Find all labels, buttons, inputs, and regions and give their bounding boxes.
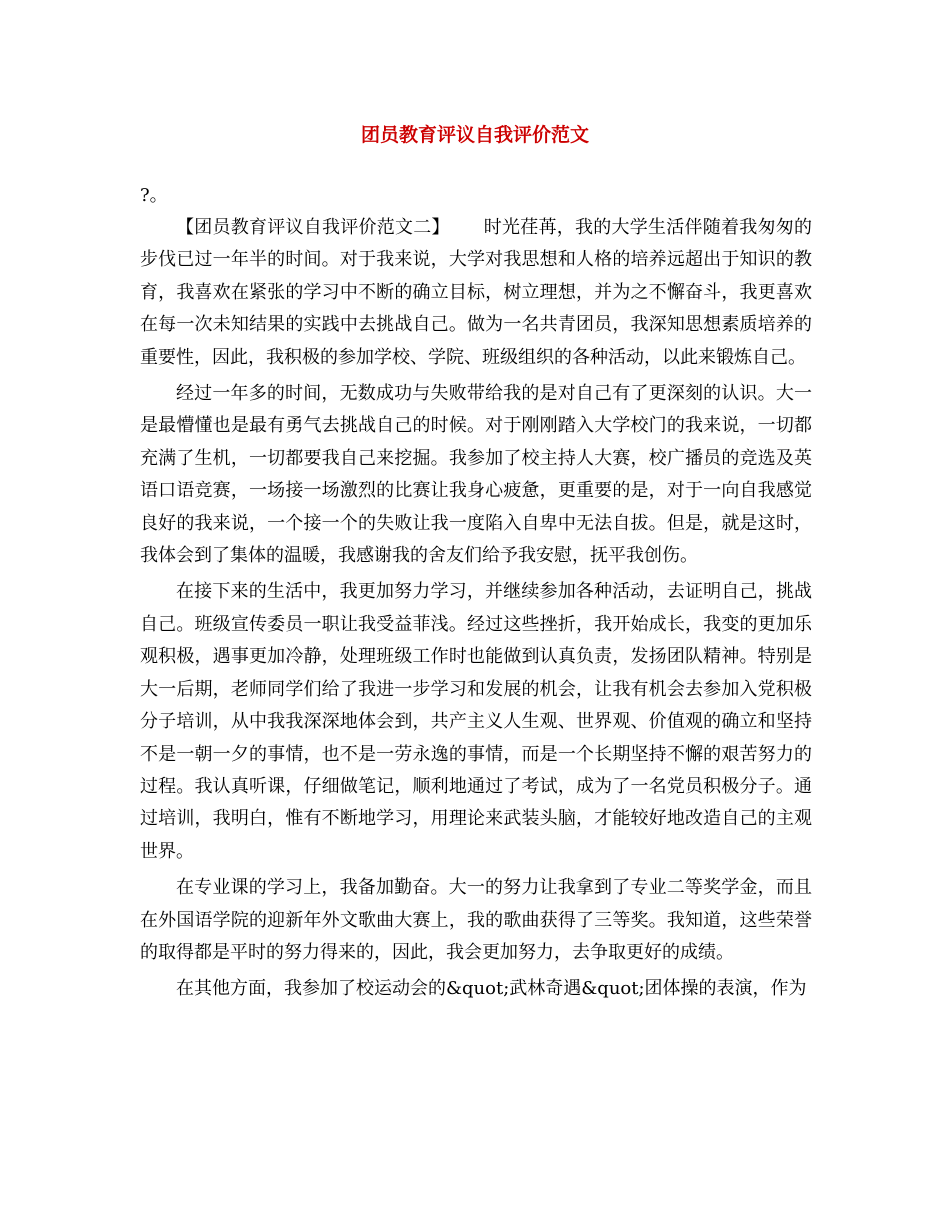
paragraph-5: 在其他方面，我参加了校运动会的&quot;武林奇遇&quot;团体操的表演，作为 [176,978,807,1000]
intro-mark: ?。 [140,185,168,206]
section-tag: 【团员教育评议自我评价范文二】 [176,217,450,238]
paragraph-3: 在接下来的生活中，我更加努力学习，并继续参加各种活动，去证明自己，挑战自己。班级宣传委员一职让我受益菲浅。经过这些挫折，我开始成长，我变的更加乐观积极，遇事更加冷静，处理班级工作时也能做到认真负责，发扬团队精神。特别是大一后期，老师同学们给了我进一步学习和发展的机会，让我有机会去参加入党积极分子培训，从中我我深深地体会到，共产主义人生观、世界观、价值观的确立和坚持不是一朝一夕的事情，也不是一劳永逸的事情，而是一个长期坚持不懈的艰苦努力的过程。我认真听课，仔细做笔记，顺利地通过了考试，成为了一名党员积极分子。通过培训，我明白，惟有不断地学习，用理论来武装头脑，才能较好地改造自己的主观世界。 [140,581,812,862]
document-title: 团员教育评议自我评价范文 [360,124,589,146]
paragraph-2: 经过一年多的时间，无数成功与失败带给我的是对自己有了更深刻的认识。大一是最懵懂也是最有勇气去挑战自己的时候。对于刚刚踏入大学校门的我来说，一切都充满了生机，一切都要我自己来挖掘。我参加了校主持人大赛，校广播员的竞选及英语口语竞赛，一场接一场激烈的比赛让我身心疲惫，更重要的是，对于一向自我感觉良好的我来说，一个接一个的失败让我一度陷入自卑中无法自拔。但是，就是这时，我体会到了集体的温暖，我感谢我的舍友们给予我安慰，抚平我创伤。 [140,383,812,567]
paragraph-1 [140,212,812,374]
paragraph-1-text: 时光荏苒，我的大学生活伴随着我匆匆的步伐已过一年半的时间。对于我来说，大学对我思想和人格的培养远超出于知识的教育，我喜欢在紧张的学习中不断的确立目标，树立理想，并为之不懈奋斗，我更喜欢在每一次未知结果的实践中去挑战自己。做为一名共青团员，我深知思想素质培养的重要性，因此，我积极的参加学校、学院、班级组织的各种活动，以此来锻炼自己。 [140,217,812,368]
document-body [140,212,812,1010]
paragraph-4: 在专业课的学习上，我备加勤奋。大一的努力让我拿到了专业二等奖学金，而且在外国语学院的迎新年外文歌曲大赛上，我的歌曲获得了三等奖。我知道，这些荣誉的取得都是平时的努力得来的，因此，我会更加努力，去争取更好的成绩。 [140,877,812,963]
